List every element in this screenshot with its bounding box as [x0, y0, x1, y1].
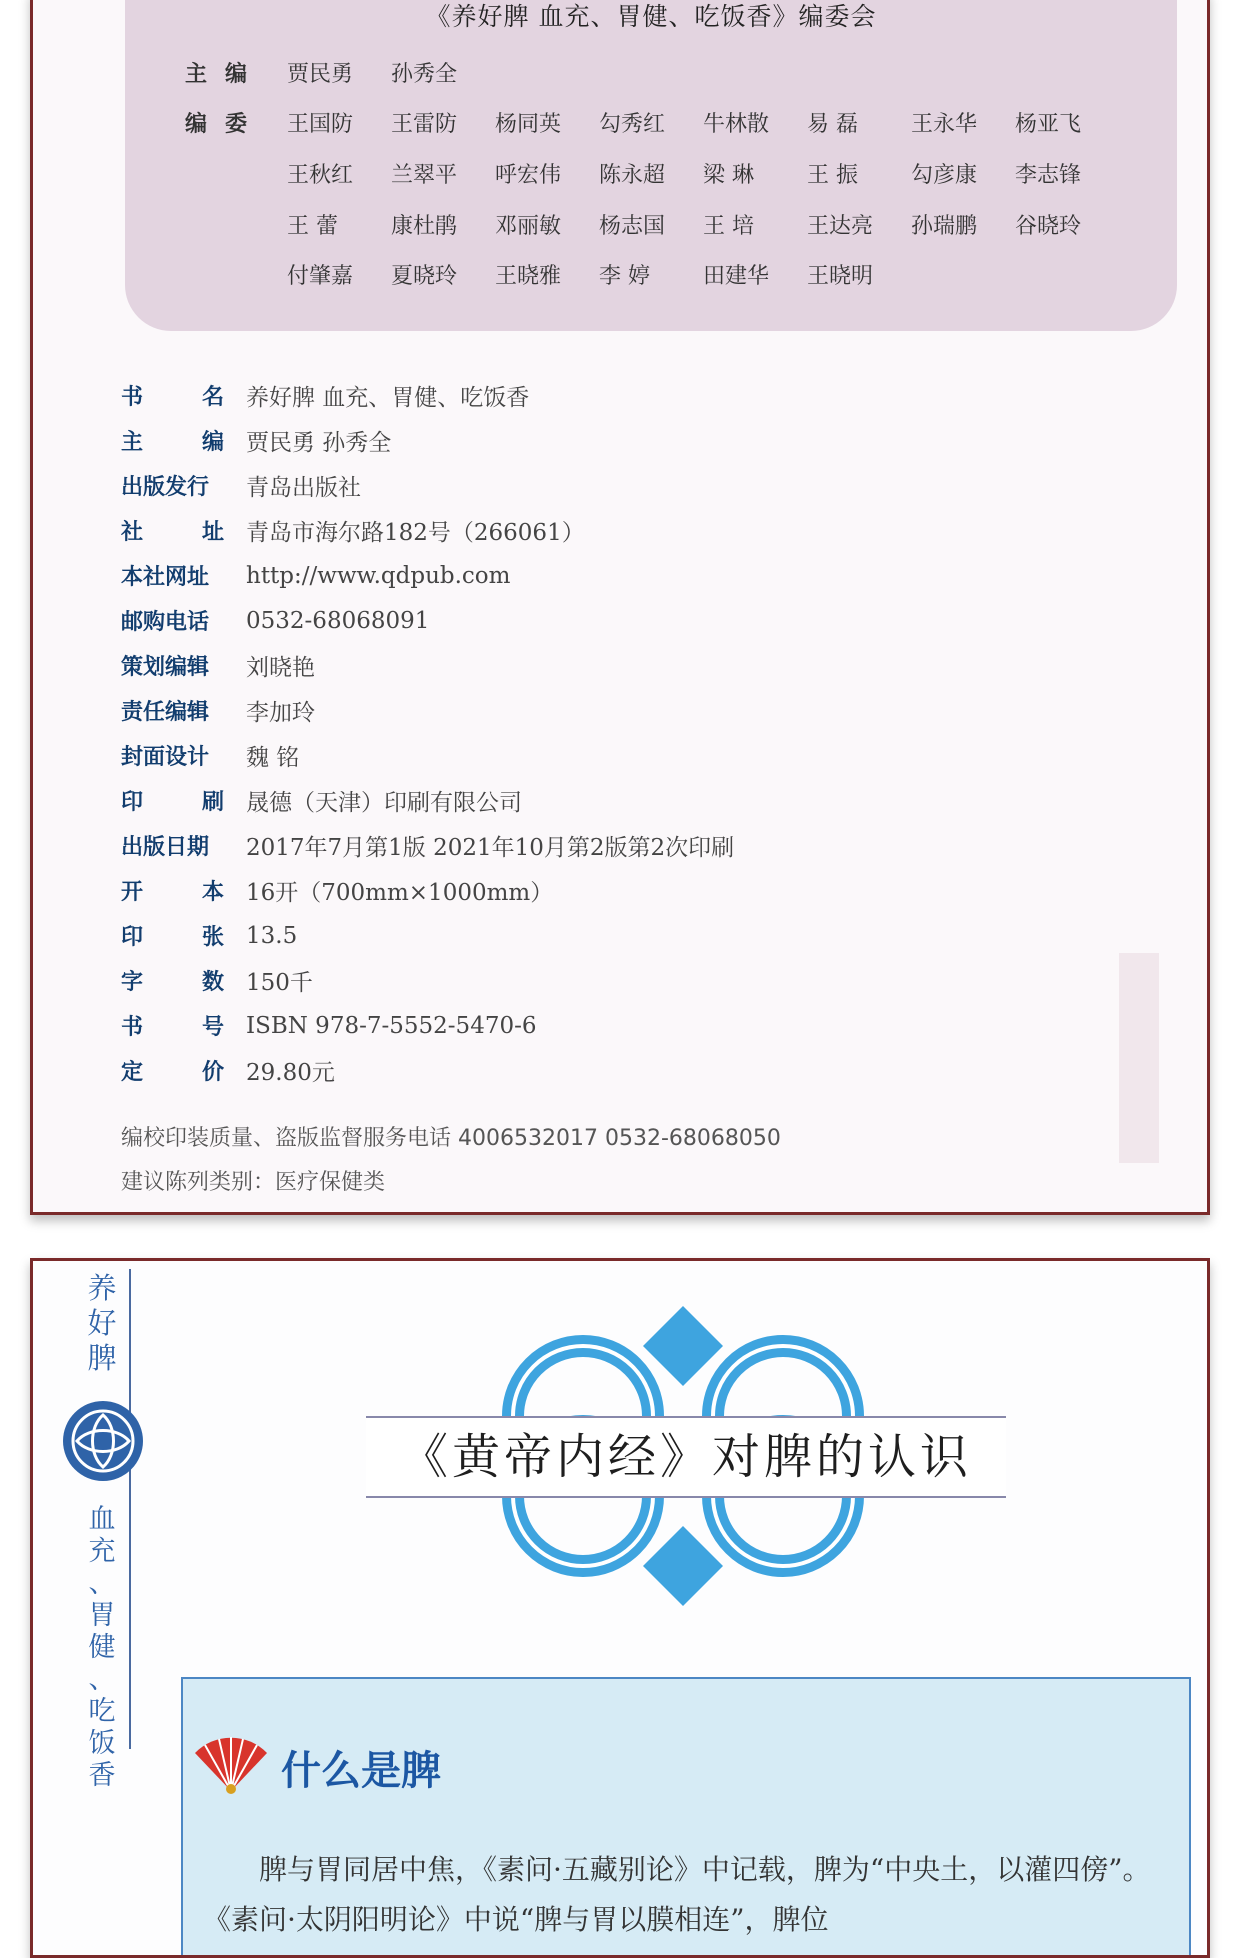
shelf-category: 建议陈列类别：医疗保健类	[121, 1170, 386, 1195]
info-label: 出版发行	[121, 475, 210, 500]
committee-member-name: 牛林散	[703, 112, 770, 137]
folding-fan-icon	[191, 1735, 271, 1795]
committee-role: 主编	[185, 61, 266, 87]
info-value: 2017年7月第1版 2021年10月第2版第2次印刷	[246, 835, 735, 861]
committee-member-name: 王 振	[807, 163, 858, 188]
committee-role	[185, 209, 287, 240]
info-value: 养好脾 血充、胃健、吃饭香	[246, 385, 530, 411]
committee-member-name: 陈永超	[599, 163, 666, 188]
committee-member-name: 兰翠平	[391, 163, 458, 188]
info-row	[121, 733, 734, 778]
committee-member-name: 王雷防	[391, 112, 458, 137]
editorial-committee-panel	[125, 0, 1177, 331]
info-row	[121, 643, 734, 688]
publication-info-list	[121, 373, 734, 1093]
info-row	[121, 868, 734, 913]
chapter-page	[30, 1258, 1210, 1958]
info-label: 封面设计	[121, 745, 210, 770]
info-row	[121, 823, 734, 868]
committee-member-name: 邓丽敏	[495, 214, 562, 239]
info-row	[121, 553, 734, 598]
committee-member-name: 王国防	[287, 112, 354, 137]
chapter-title: 《黄帝内经》对脾的认识	[366, 1416, 1006, 1498]
info-row	[121, 418, 734, 463]
info-label: 邮购电话	[121, 610, 210, 635]
info-value: 150千	[246, 970, 313, 996]
info-value: http://www.qdpub.com	[246, 562, 511, 589]
info-value: 魏 铭	[246, 745, 300, 771]
info-label: 定 价	[121, 1060, 224, 1085]
info-label: 书 号	[121, 1015, 224, 1040]
info-row	[121, 958, 734, 1003]
committee-row	[185, 158, 1119, 189]
info-row	[121, 1003, 734, 1048]
info-label: 责任编辑	[121, 700, 210, 725]
quality-hotline: 编校印装质量、盗版监督服务电话 4006532017 0532-68068050	[121, 1126, 781, 1151]
committee-member-name: 王达亮	[807, 214, 874, 239]
info-row	[121, 373, 734, 418]
info-row	[121, 463, 734, 508]
committee-member-name: 呼宏伟	[495, 163, 562, 188]
committee-row	[185, 107, 1119, 138]
info-value: 29.80元	[246, 1060, 335, 1086]
committee-row	[185, 57, 495, 88]
info-row	[121, 508, 734, 553]
info-value: 刘晓艳	[246, 655, 315, 681]
info-row	[121, 778, 734, 823]
committee-row	[185, 209, 1119, 240]
info-value: ISBN 978-7-5552-5470-6	[246, 1012, 537, 1039]
info-label: 本社网址	[121, 565, 210, 590]
committee-member-name: 勾彦康	[911, 163, 978, 188]
info-row	[121, 688, 734, 733]
committee-member-name: 杨同英	[495, 112, 562, 137]
info-label: 开 本	[121, 880, 224, 905]
info-label: 策划编辑	[121, 655, 210, 680]
committee-member-name: 孙秀全	[391, 62, 458, 87]
info-value: 贾民勇 孙秀全	[246, 430, 392, 456]
publisher-seal-watermark	[1119, 953, 1159, 1163]
committee-member-name: 夏晓玲	[391, 264, 458, 289]
committee-member-name: 杨亚飞	[1015, 112, 1082, 137]
committee-row	[185, 259, 911, 290]
content-box	[181, 1677, 1191, 1958]
committee-member-name: 付肇嘉	[287, 264, 354, 289]
committee-member-name: 勾秀红	[599, 112, 666, 137]
info-value: 13.5	[246, 922, 298, 949]
committee-member-name: 贾民勇	[287, 62, 354, 87]
committee-member-name: 杨志国	[599, 214, 666, 239]
section-title: 什么是脾	[281, 1748, 441, 1794]
committee-member-name: 康杜鹃	[391, 214, 458, 239]
committee-member-name: 李志锋	[1015, 163, 1082, 188]
copyright-page	[30, 0, 1210, 1215]
info-label: 字 数	[121, 970, 224, 995]
committee-member-name: 王晓明	[807, 264, 874, 289]
committee-member-name: 王晓雅	[495, 264, 562, 289]
body-paragraph: 脾与胃同居中焦，《素问·五藏别论》中记载，脾为“中央土，以灌四傍”。《素问·太阴阳明论》中说“脾与胃以膜相连”，脾位	[203, 1853, 1151, 1936]
info-row	[121, 913, 734, 958]
info-value: 0532-68068091	[246, 607, 430, 634]
committee-member-name: 王秋红	[287, 163, 354, 188]
info-value: 16开（700mm×1000mm）	[246, 880, 554, 906]
committee-member-name: 田建华	[703, 264, 770, 289]
committee-member-name: 王 蕾	[287, 214, 338, 239]
committee-member-name: 谷晓玲	[1015, 214, 1082, 239]
info-value: 青岛市海尔路182号（266061）	[246, 520, 585, 546]
info-value: 晟德（天津）印刷有限公司	[246, 790, 522, 816]
info-label: 书 名	[121, 385, 224, 410]
info-label: 主 编	[121, 430, 224, 455]
committee-role	[185, 259, 287, 290]
committee-role	[185, 158, 287, 189]
running-sidebar	[77, 1269, 131, 1791]
flower-emblem-icon	[59, 1397, 147, 1485]
committee-member-name: 孙瑞鹏	[911, 214, 978, 239]
committee-member-name: 王永华	[911, 112, 978, 137]
info-row	[121, 598, 734, 643]
committee-member-name: 王 培	[703, 214, 754, 239]
info-label: 出版日期	[121, 835, 210, 860]
info-value: 青岛出版社	[246, 475, 361, 501]
info-label: 印 刷	[121, 790, 224, 815]
sidebar-book-title: 养 好 脾	[87, 1271, 117, 1375]
committee-role: 编委	[185, 111, 266, 137]
committee-title: 《养好脾 血充、胃健、吃饭香》编委会	[425, 2, 877, 31]
committee-member-name: 易 磊	[807, 112, 858, 137]
info-row	[121, 1048, 734, 1093]
committee-member-name: 李 婷	[599, 264, 650, 289]
info-label: 社 址	[121, 520, 224, 545]
sidebar-subtitle: 血 充 、 胃 健 、 吃 饭 香	[88, 1504, 116, 1791]
committee-member-name: 梁 琳	[703, 163, 754, 188]
info-value: 李加玲	[246, 700, 315, 726]
info-label: 印 张	[121, 925, 224, 950]
